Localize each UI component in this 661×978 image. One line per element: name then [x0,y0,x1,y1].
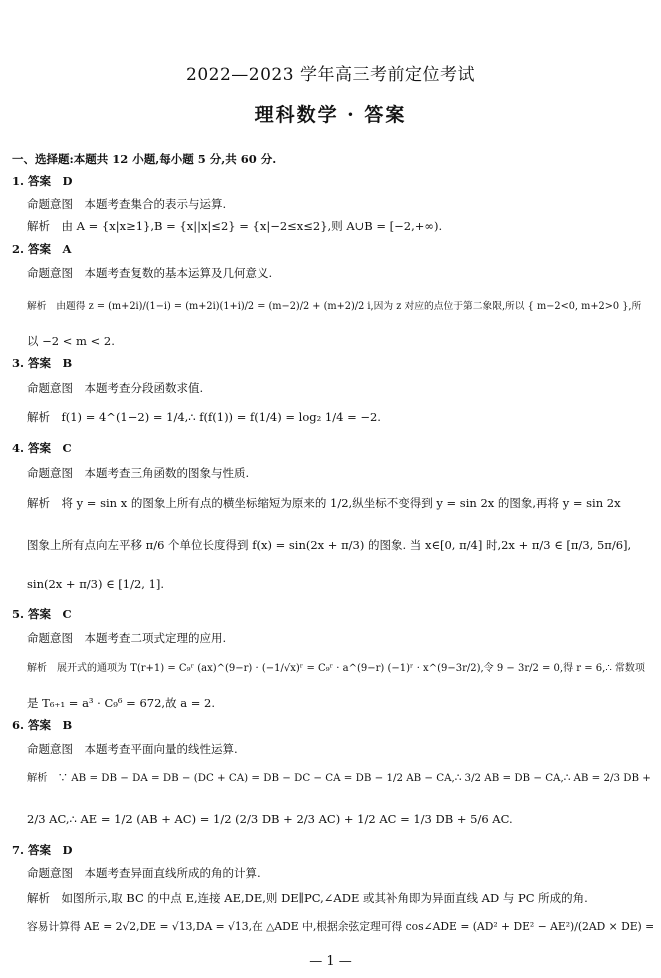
answer-heading-5: 5. 答案 C [12,607,72,621]
intent-line: 命题意图 本题考查二项式定理的应用. [27,631,227,645]
answer-heading-1: 1. 答案 D [12,174,73,188]
page-number: — 1 — [309,954,352,969]
page-title: 2022—2023 学年高三考前定位考试 [186,65,475,85]
intent-line: 命题意图 本题考查分段函数求值. [27,381,204,395]
solution-line: sin(2x + π/3) ∈ [1/2, 1]. [27,577,165,591]
solution-line: 解析 ∵ AB = DB − DA = DB − (DC + CA) = DB − DC − CA = DB − 1/2 AB − CA,∴ 3/2 AB = DB − CA,∴ AB = 2/3 DB + [27,772,651,784]
solution-line: 2/3 AC,∴ AE = 1/2 (AB + AC) = 1/2 (2/3 DB + 2/3 AC) + 1/2 AC = 1/3 DB + 5/6 AC. [27,812,513,826]
solution-line: 解析 展开式的通项为 T(r+1) = C₉ʳ (ax)^(9−r) · (−1/√x)ʳ = C₉ʳ · a^(9−r) (−1)ʳ · x^(9−3r/2),令 9 − 3r/2 = 0,得 r = 6,∴ 常数项 [27,663,645,674]
solution-line: 解析 将 y = sin x 的图象上所有点的横坐标缩短为原来的 1/2,纵坐标不变得到 y = sin 2x 的图象,再将 y = sin 2x [27,496,621,510]
intent-line: 命题意图 本题考查集合的表示与运算. [27,197,227,211]
solution-line: 容易计算得 AE = 2√2,DE = √13,DA = √13,在 △ADE 中,根据余弦定理可得 cos∠ADE = (AD² + DE² − AE²)/(2AD × DE) = [27,920,655,933]
solution-line: 是 T₆₊₁ = a³ · C₉⁶ = 672,故 a = 2. [27,696,215,710]
solution-line: 解析 f(1) = 4^(1−2) = 1/4,∴ f(f(1)) = f(1/4) = log₂ 1/4 = −2. [27,410,381,424]
solution-line: 图象上所有点向左平移 π/6 个单位长度得到 f(x) = sin(2x + π/3) 的图象. 当 x∈[0, π/4] 时,2x + π/3 ∈ [π/3, 5π/6], [27,538,632,552]
intent-line: 命题意图 本题考查三角函数的图象与性质. [27,466,250,480]
answer-heading-3: 3. 答案 B [12,356,73,370]
intent-line: 命题意图 本题考查异面直线所成的角的计算. [27,866,261,880]
solution-line: 以 −2 < m < 2. [27,334,115,348]
intent-line: 命题意图 本题考查平面向量的线性运算. [27,742,238,756]
intent-line: 命题意图 本题考查复数的基本运算及几何意义. [27,266,273,280]
answer-heading-6: 6. 答案 B [12,718,73,732]
solution-line: 解析 由 A = {x|x≥1},B = {x||x|≤2} = {x|−2≤x≤2},则 A∪B = [−2,+∞). [27,219,443,233]
answer-heading-2: 2. 答案 A [12,242,72,256]
solution-line: 解析 由题得 z = (m+2i)/(1−i) = (m+2i)(1+i)/2 = (m−2)/2 + (m+2)/2 i,因为 z 对应的点位于第二象限,所以 { m−2<0, m+2>0 },所 [27,301,642,312]
page-subtitle: 理科数学 · 答案 [254,104,407,126]
answer-heading-4: 4. 答案 C [12,441,72,455]
answer-heading-7: 7. 答案 D [12,843,73,857]
section-heading: 一、选择题:本题共 12 小题,每小题 5 分,共 60 分. [12,152,277,166]
solution-line: 解析 如图所示,取 BC 的中点 E,连接 AE,DE,则 DE∥PC,∠ADE 或其补角即为异面直线 AD 与 PC 所成的角. [27,891,588,905]
